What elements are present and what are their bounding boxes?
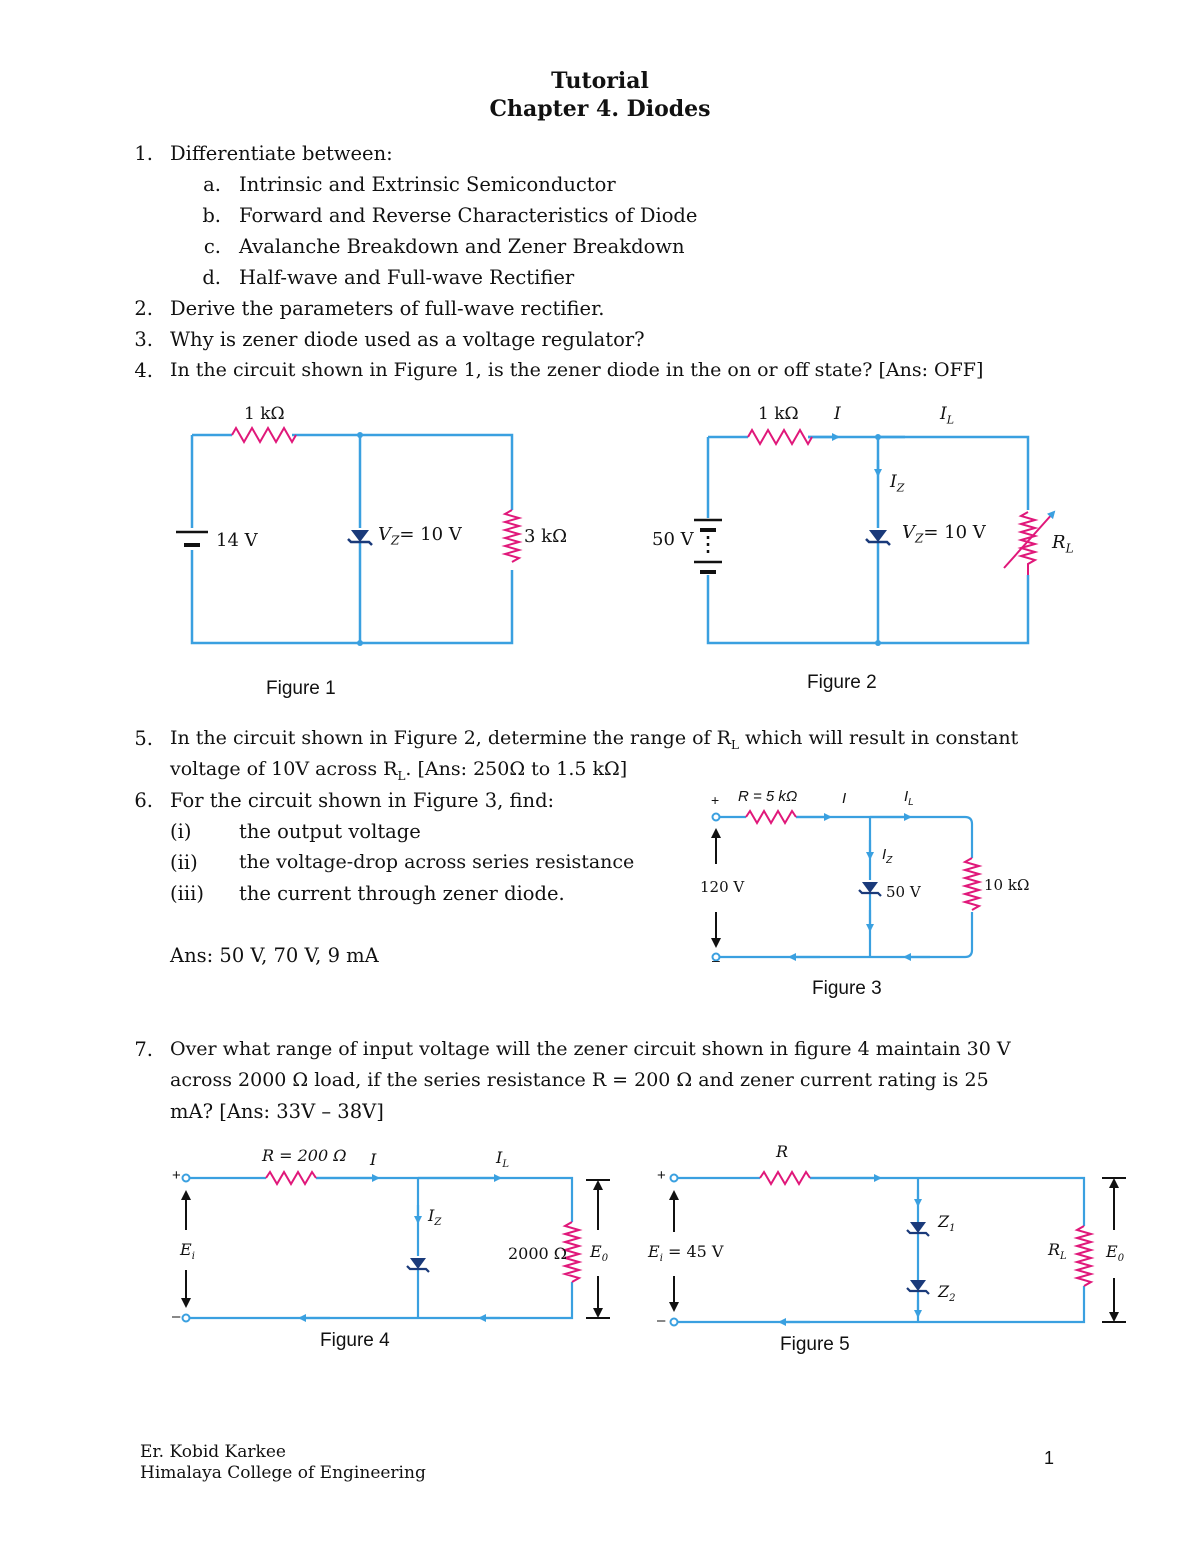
fig4-il-label: $I_L$ — [496, 1148, 509, 1171]
fig3-minus-label: – — [712, 952, 720, 968]
fig5-plus-label: + — [657, 1167, 666, 1184]
fig5-resistor-load — [1077, 1226, 1091, 1286]
q1b-text: Forward and Reverse Characteristics of Diode — [239, 204, 698, 227]
q1-text: Differentiate between: — [170, 142, 393, 165]
fig2-source-label: 50 V — [652, 529, 694, 550]
fig3-rl-label: 10 kΩ — [984, 876, 1030, 894]
q1c-text: Avalanche Breakdown and Zener Breakdown — [239, 235, 685, 258]
fig4-i-label: I — [370, 1150, 377, 1169]
fig1-zener — [348, 530, 372, 545]
figure-2-caption: Figure 2 — [807, 672, 877, 693]
q4-number: 4. — [134, 359, 153, 382]
fig5-resistor-series — [760, 1172, 810, 1184]
fig2-iz-label: $I_Z$ — [890, 472, 905, 495]
fig5-minus-label: – — [657, 1312, 666, 1329]
q3-text: Why is zener diode used as a voltage regulator? — [170, 328, 645, 351]
fig1-battery — [176, 532, 208, 545]
q5-line1: In the circuit shown in Figure 2, determine the range of $R_L$ which will result in constant — [170, 727, 1019, 752]
fig4-plus-label: + — [172, 1167, 181, 1184]
q1d-text: Half-wave and Full-wave Rectifier — [239, 266, 575, 289]
fig5-z1-label: $Z_1$ — [938, 1212, 956, 1235]
fig2-vz-label: $V_Z= 10$ V — [902, 522, 986, 546]
fig5-r-label: R — [776, 1142, 789, 1161]
fig1-rl-label: 3 kΩ — [524, 526, 568, 547]
fig2-rl-label: $R_L$ — [1052, 532, 1074, 556]
fig2-variable-arrow — [1004, 512, 1054, 568]
q7-number: 7. — [134, 1038, 153, 1061]
q2-text: Derive the parameters of full-wave rectifier. — [170, 297, 605, 320]
figure-3 — [716, 817, 972, 957]
figure-5-caption: Figure 5 — [780, 1334, 850, 1355]
fig3-vz-label: 50 V — [886, 883, 921, 901]
fig3-il-label: $I_L$ — [904, 788, 914, 808]
figure-4-caption: Figure 4 — [320, 1330, 390, 1351]
fig5-z2-label: $Z_2$ — [938, 1282, 956, 1305]
q1-number: 1. — [134, 142, 153, 165]
footer-author: Er. Kobid Karkee — [140, 1442, 286, 1462]
page-title: Tutorial — [551, 68, 649, 94]
q3-number: 3. — [134, 328, 153, 351]
q6-number: 6. — [134, 789, 153, 812]
chapter-title: Chapter 4. Diodes — [489, 96, 711, 122]
q5-line2: voltage of 10V across $R_L$. [Ans: 250Ω to 1.5 kΩ] — [170, 758, 628, 783]
fig5-rl-label: $R_L$ — [1048, 1240, 1067, 1263]
q7-line2: across 2000 Ω load, if the series resistance R = 200 Ω and zener current rating is 25 — [170, 1069, 989, 1091]
fig1-source-label: 14 V — [216, 530, 258, 551]
q1d-letter: d. — [202, 266, 221, 289]
figure-3-caption: Figure 3 — [812, 978, 882, 999]
fig4-r-label: R = 200 Ω — [262, 1146, 347, 1165]
footer-college: Himalaya College of Engineering — [140, 1463, 426, 1483]
fig4-minus-label: – — [172, 1308, 181, 1325]
fig3-resistor-load — [965, 858, 979, 910]
fig2-battery — [694, 520, 722, 572]
fig3-resistor-series — [746, 811, 796, 823]
q1a-letter: a. — [203, 173, 221, 196]
fig3-zener — [859, 882, 881, 896]
fig4-zener — [407, 1258, 429, 1272]
figure-1-caption: Figure 1 — [266, 678, 336, 699]
q5-number: 5. — [134, 727, 153, 750]
fig3-iz-label: $I_Z$ — [882, 846, 893, 866]
fig4-iz-label: $I_Z$ — [428, 1206, 442, 1229]
page-number: 1 — [1044, 1448, 1055, 1468]
q7-line3: mA? [Ans: 33V – 38V] — [170, 1100, 384, 1123]
fig2-i-label: I — [834, 404, 841, 424]
q7-line1: Over what range of input voltage will the zener circuit shown in figure 4 maintain 30 V — [170, 1038, 1011, 1060]
fig3-r-label: R = 5 kΩ — [738, 788, 798, 805]
fig4-resistor-series — [266, 1172, 316, 1184]
fig1-resistor-load — [505, 510, 519, 562]
fig4-ei-label: $E_i$ — [180, 1240, 195, 1263]
q6-item-ii: the voltage-drop across series resistance — [239, 851, 635, 873]
fig2-resistor-load — [1021, 512, 1035, 575]
fig2-zener — [866, 530, 890, 545]
fig1-r1-label: 1 kΩ — [244, 404, 285, 424]
q6-roman-ii: (ii) — [170, 851, 198, 874]
q6-item-i: the output voltage — [239, 820, 421, 843]
fig5-zener-1 — [907, 1222, 929, 1236]
fig1-vz-label: $V_Z= 10$ V — [378, 524, 462, 548]
q1a-text: Intrinsic and Extrinsic Semiconductor — [239, 173, 616, 196]
q6-item-iii: the current through zener diode. — [239, 882, 565, 905]
q6-roman-i: (i) — [170, 820, 192, 843]
fig2-il-label: $I_L$ — [940, 404, 955, 427]
fig3-source-label: 120 V — [700, 878, 745, 896]
fig4-rl-label: 2000 Ω — [508, 1244, 568, 1263]
fig5-ei-label: $E_i = 45$ V — [648, 1242, 724, 1265]
fig3-plus-label: + — [711, 792, 720, 808]
fig4-eo-label: $E_0$ — [590, 1242, 609, 1265]
q2-number: 2. — [134, 297, 153, 320]
q4-text: In the circuit shown in Figure 1, is the zener diode in the on or off state? [Ans: OFF] — [170, 359, 984, 381]
fig4-resistor-load — [565, 1222, 579, 1282]
q6-answer: Ans: 50 V, 70 V, 9 mA — [170, 944, 379, 967]
figure-5 — [674, 1178, 1084, 1322]
fig5-zener-2 — [907, 1280, 929, 1294]
q1b-letter: b. — [202, 204, 221, 227]
q6-roman-iii: (iii) — [170, 882, 204, 905]
q6-text: For the circuit shown in Figure 3, find: — [170, 789, 555, 812]
fig1-resistor-series — [232, 428, 296, 442]
fig3-i-label: I — [842, 790, 847, 807]
fig2-r1-label: 1 kΩ — [758, 404, 799, 424]
fig5-eo-label: $E_0$ — [1106, 1242, 1125, 1265]
fig2-resistor-series — [748, 430, 812, 444]
q1c-letter: c. — [203, 235, 221, 258]
